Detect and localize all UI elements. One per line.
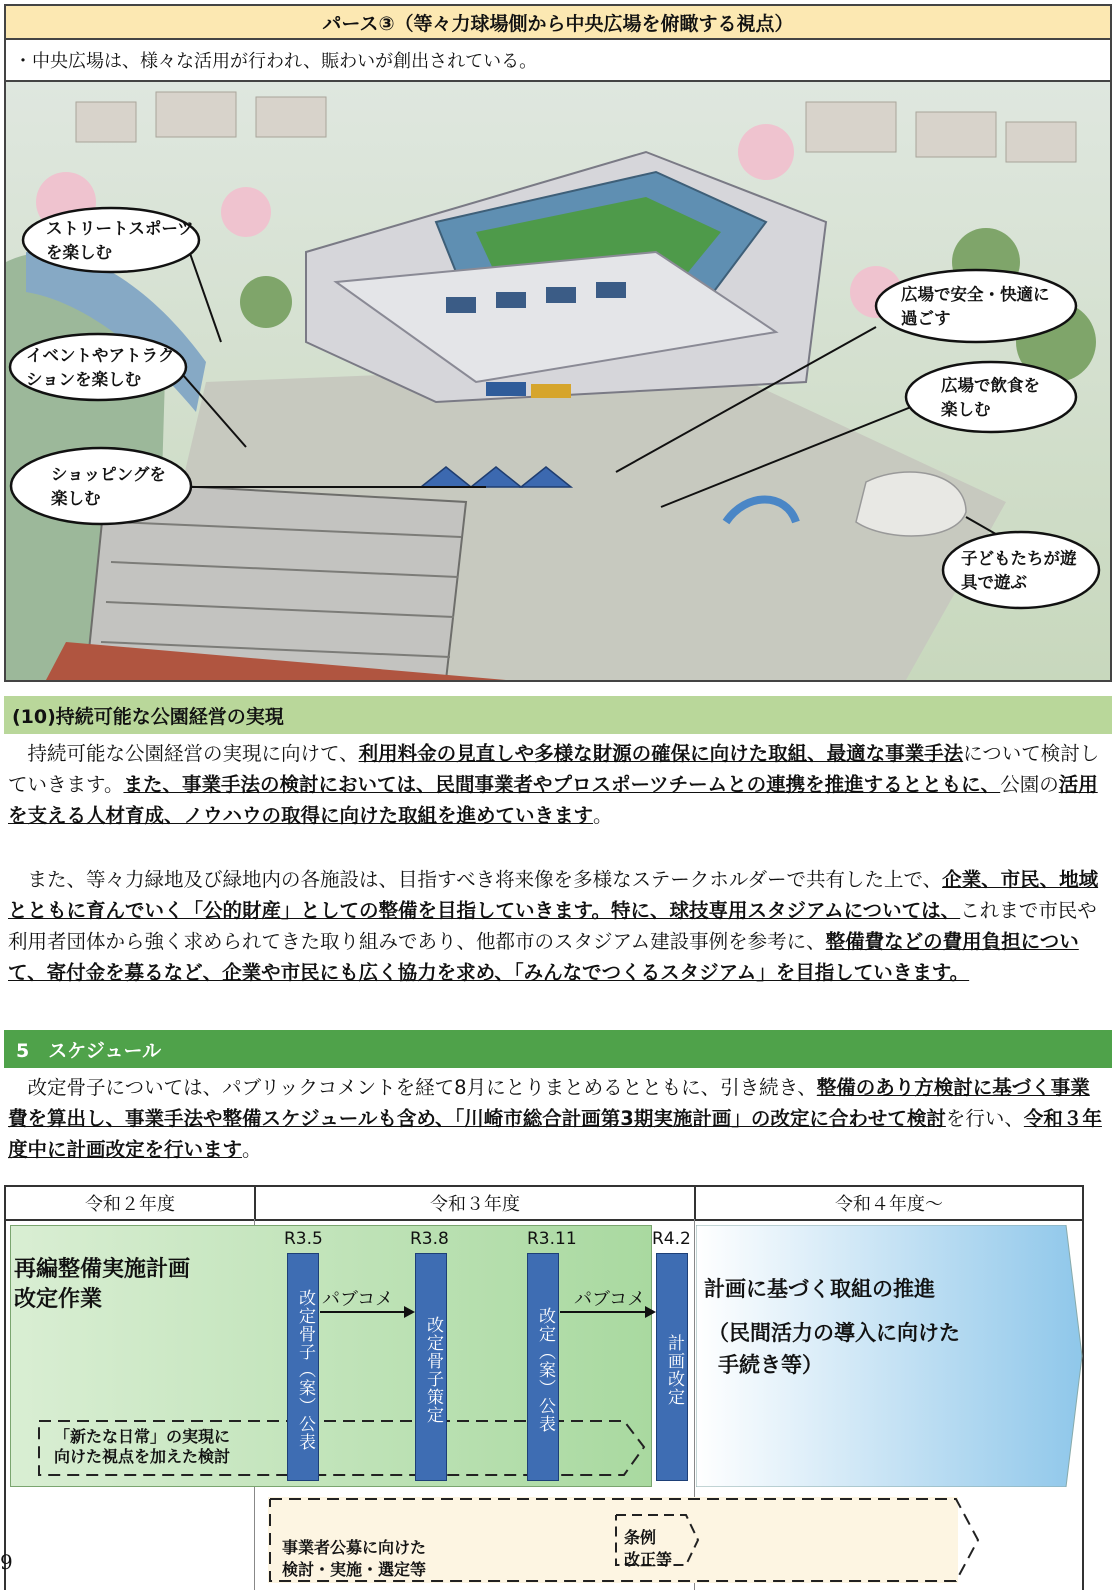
recruit-label: 事業者公募に向けた 検討・実施・選定等 <box>282 1538 427 1579</box>
callout-street-sports-line1: ストリートスポーツ <box>46 219 194 238</box>
pubcom-arrow-1 <box>320 1305 416 1319</box>
callout-street-sports-line2: を楽しむ <box>46 243 112 262</box>
work-title: 再編整備実施計画 改定作業 <box>14 1257 191 1312</box>
callout-safe-line1: 広場で安全・快適に <box>901 285 1050 304</box>
body-text: 持続可能な公園経営の実現に向けて、 <box>8 742 359 765</box>
pubcom-label-2: パブコメ <box>574 1289 646 1310</box>
callout-kids-line1: 子どもたちが遊 <box>961 549 1077 568</box>
figure-title: パース③（等々力球場側から中央広場を俯瞰する視点） <box>4 4 1112 40</box>
pubcom-label-1: パブコメ <box>322 1289 394 1310</box>
schedule-col-r4: 令和４年度～ <box>694 1185 1084 1221</box>
stadium-illustration-svg <box>6 82 1110 680</box>
callout-food-line2: 楽しむ <box>941 400 991 419</box>
section-5-heading: 5 スケジュール <box>4 1030 1112 1068</box>
callout-shopping-line1: ショッピングを <box>51 465 166 484</box>
section-10-paragraph-2 <box>8 864 1108 988</box>
callout-street-sports <box>23 208 199 272</box>
callout-safe-line2: 過ごす <box>901 309 951 328</box>
bar-outline-decided: 改定骨子策定 <box>415 1253 447 1481</box>
callout-shopping-line2: 楽しむ <box>51 489 101 508</box>
stadium-illustration <box>4 82 1112 682</box>
callout-shopping <box>11 448 191 524</box>
emphasis-text: 整備のあり方検討に基づく事業費を算出し、事業手法や整備スケジュールも含め、「川崎市総合計画第3期実施計画」の改定に合わせて検討 <box>8 1076 1090 1130</box>
body-text: を行い、 <box>945 1107 1024 1130</box>
body-text: これまで市民や利用者団体から強く求められてきた取り組みであり、他都市のスタジアム建設事例を参考に、 <box>8 899 1097 953</box>
page-number: 9 <box>0 1550 13 1574</box>
body-text: 改定骨子については、パブリックコメントを経て8月にとりまとめるとともに、引き続き、 <box>8 1076 817 1099</box>
body-text: また、等々力緑地及び緑地内の各施設は、目指すべき将来像を多様なステークホルダーで共有した上で、 <box>8 868 943 891</box>
bar-plan-revision: 計画改定 <box>656 1253 688 1481</box>
new-normal-label: 「新たな日常」の実現に 向けた視点を加えた検討 <box>54 1427 231 1466</box>
callout-event-line1: イベントやアトラク <box>26 346 175 365</box>
body-text: 。 <box>593 804 613 827</box>
schedule-col-r2: 令和２年度 <box>4 1185 256 1221</box>
milestone-r3-8: R3.8 <box>410 1229 449 1249</box>
emphasis-text: 整備費などの費用負担について、寄付金を募るなど、企業や市民にも広く協力を求め、「みんなでつくるスタジアム」を目指していきます。 <box>8 930 1079 984</box>
section-10-heading: (10)持続可能な公園経営の実現 <box>4 696 1112 734</box>
emphasis-text: 企業、市民、地域とともに育んでいく「公的財産」としての整備を目指していきます。特に、球技専用スタジアムについては、 <box>8 868 1099 922</box>
milestone-r3-11: R3.11 <box>527 1229 577 1249</box>
body-text: 。 <box>242 1138 262 1161</box>
callout-event-line2: ションを楽しむ <box>26 370 142 389</box>
milestone-r3-5: R3.5 <box>284 1229 323 1249</box>
callout-kids-line2: 具で遊ぶ <box>961 573 1027 592</box>
emphasis-text: 令和３年度中に計画改定を行います <box>8 1107 1102 1161</box>
next-title: 計画に基づく取組の推進 <box>704 1277 935 1301</box>
callout-safe <box>876 270 1076 342</box>
section-10-paragraph-1 <box>8 738 1108 831</box>
figure-note: ・中央広場は、様々な活用が行われ、賑わいが創出されている。 <box>4 40 1112 82</box>
bar-draft-outline-publish: 改定骨子（案）公表 <box>287 1253 319 1481</box>
emphasis-text: 活用を支える人材育成、ノウハウの取得に向けた取組を進めていきます <box>8 773 1098 827</box>
emphasis-text: 利用料金の見直しや多様な財源の確保に向けた取組、最適な事業手法 <box>358 742 964 765</box>
callout-food-line1: 広場で飲食を <box>941 376 1040 395</box>
schedule-col-r3: 令和３年度 <box>254 1185 696 1221</box>
schedule-chart <box>4 1185 1112 1590</box>
callout-kids <box>943 532 1099 608</box>
pubcom-arrow-2 <box>560 1305 657 1319</box>
milestone-r4-2: R4.2 <box>652 1229 691 1249</box>
bar-draft-revision-publish: 改定（案）公表 <box>527 1253 559 1481</box>
ordinance-label: 条例 改正等 <box>624 1528 673 1569</box>
callout-event <box>10 334 186 400</box>
next-sub: （民間活力の導入に向けた 手続き等） <box>708 1321 960 1377</box>
body-text: について検討していきます。 <box>8 742 1100 796</box>
section-5-paragraph <box>8 1072 1108 1165</box>
callout-food <box>906 362 1076 432</box>
emphasis-text: また、事業手法の検討においては、民間事業者やプロスポーツチームとの連携を推進するとともに、 <box>123 773 1001 796</box>
body-text: 公園の <box>1000 773 1059 796</box>
